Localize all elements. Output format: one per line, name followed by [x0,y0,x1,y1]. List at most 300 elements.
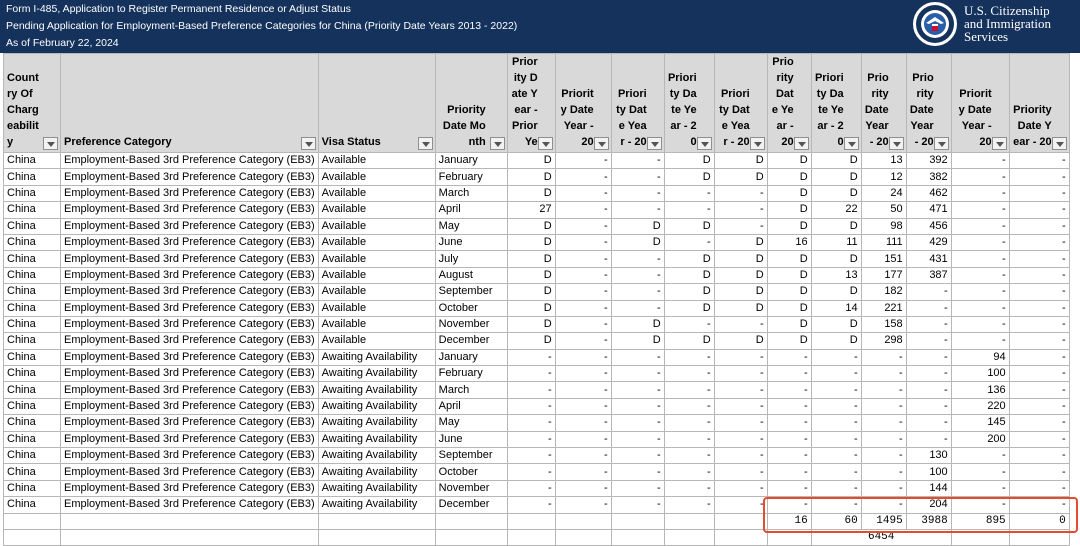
count-cell[interactable]: - [507,464,555,480]
count-cell[interactable]: - [906,382,951,398]
visa-status-cell[interactable]: Awaiting Availability [318,398,435,414]
count-cell[interactable]: D [664,300,714,316]
count-cell[interactable]: 382 [906,169,951,185]
table-cell[interactable] [611,513,664,529]
count-cell[interactable]: D [767,300,811,316]
count-cell[interactable]: - [1009,349,1069,365]
count-cell[interactable]: 16 [767,234,811,250]
preference-cell[interactable]: Employment-Based 3rd Preference Category (EB3) [61,316,319,332]
count-cell[interactable]: - [1009,431,1069,447]
month-cell[interactable]: March [435,382,507,398]
count-cell[interactable]: - [555,448,611,464]
count-cell[interactable]: - [906,431,951,447]
country-cell[interactable]: China [4,497,61,513]
count-cell[interactable]: - [861,464,906,480]
preference-cell[interactable]: Employment-Based 3rd Preference Category (EB3) [61,251,319,267]
count-cell[interactable]: - [861,398,906,414]
count-cell[interactable]: - [951,316,1009,332]
preference-cell[interactable]: Employment-Based 3rd Preference Category (EB3) [61,169,319,185]
count-cell[interactable]: D [507,234,555,250]
filter-dropdown-icon[interactable] [934,137,949,150]
count-cell[interactable]: - [767,366,811,382]
count-cell[interactable]: - [1009,415,1069,431]
country-cell[interactable]: China [4,267,61,283]
visa-status-cell[interactable]: Available [318,251,435,267]
count-cell[interactable]: - [1009,382,1069,398]
filter-dropdown-icon[interactable] [594,137,609,150]
table-cell[interactable] [555,529,611,545]
count-cell[interactable]: D [714,234,767,250]
filter-dropdown-icon[interactable] [490,137,505,150]
month-cell[interactable]: December [435,333,507,349]
month-cell[interactable]: September [435,284,507,300]
count-cell[interactable]: 145 [951,415,1009,431]
table-cell[interactable] [435,513,507,529]
country-cell[interactable]: China [4,333,61,349]
count-cell[interactable]: - [611,497,664,513]
count-cell[interactable]: 204 [906,497,951,513]
count-cell[interactable]: 14 [811,300,861,316]
count-cell[interactable]: - [811,448,861,464]
count-cell[interactable]: - [811,480,861,496]
count-cell[interactable]: - [811,464,861,480]
count-cell[interactable]: - [555,333,611,349]
count-cell[interactable]: D [714,300,767,316]
count-cell[interactable]: D [811,284,861,300]
preference-cell[interactable]: Employment-Based 3rd Preference Category (EB3) [61,398,319,414]
count-cell[interactable]: - [555,284,611,300]
country-cell[interactable]: China [4,234,61,250]
preference-cell[interactable]: Employment-Based 3rd Preference Category (EB3) [61,382,319,398]
count-cell[interactable]: - [906,300,951,316]
count-cell[interactable]: - [1009,218,1069,234]
table-cell[interactable] [61,529,319,545]
month-cell[interactable]: April [435,398,507,414]
count-cell[interactable]: - [611,300,664,316]
count-cell[interactable]: 100 [906,464,951,480]
count-cell[interactable]: - [664,464,714,480]
count-cell[interactable]: - [951,448,1009,464]
visa-status-cell[interactable]: Available [318,218,435,234]
month-cell[interactable]: June [435,234,507,250]
count-cell[interactable]: - [555,415,611,431]
count-cell[interactable]: - [507,480,555,496]
visa-status-cell[interactable]: Awaiting Availability [318,480,435,496]
count-cell[interactable]: - [664,234,714,250]
count-cell[interactable]: D [811,153,861,169]
count-cell[interactable]: - [714,218,767,234]
count-cell[interactable]: - [611,349,664,365]
count-cell[interactable]: - [664,480,714,496]
month-cell[interactable]: December [435,497,507,513]
count-cell[interactable]: D [811,218,861,234]
country-cell[interactable]: China [4,218,61,234]
total-cell[interactable]: 1495 [861,513,906,529]
month-cell[interactable]: January [435,153,507,169]
count-cell[interactable]: - [611,464,664,480]
count-cell[interactable]: 298 [861,333,906,349]
count-cell[interactable]: - [951,218,1009,234]
count-cell[interactable]: D [611,234,664,250]
count-cell[interactable]: D [767,202,811,218]
count-cell[interactable]: - [611,153,664,169]
count-cell[interactable]: D [507,267,555,283]
preference-cell[interactable]: Employment-Based 3rd Preference Category (EB3) [61,366,319,382]
count-cell[interactable]: 130 [906,448,951,464]
count-cell[interactable]: - [767,464,811,480]
table-cell[interactable] [714,529,767,545]
count-cell[interactable]: - [767,431,811,447]
count-cell[interactable]: - [861,497,906,513]
country-cell[interactable]: China [4,169,61,185]
count-cell[interactable]: D [767,333,811,349]
country-cell[interactable]: China [4,202,61,218]
count-cell[interactable]: - [861,349,906,365]
month-cell[interactable]: May [435,218,507,234]
count-cell[interactable]: D [507,153,555,169]
count-cell[interactable]: 182 [861,284,906,300]
count-cell[interactable]: 151 [861,251,906,267]
visa-status-cell[interactable]: Available [318,234,435,250]
count-cell[interactable]: - [664,398,714,414]
count-cell[interactable]: - [1009,202,1069,218]
preference-cell[interactable]: Employment-Based 3rd Preference Category (EB3) [61,415,319,431]
count-cell[interactable]: 387 [906,267,951,283]
count-cell[interactable]: - [951,497,1009,513]
count-cell[interactable]: - [811,497,861,513]
count-cell[interactable]: - [1009,366,1069,382]
count-cell[interactable]: - [611,169,664,185]
count-cell[interactable]: - [714,202,767,218]
count-cell[interactable]: - [714,185,767,201]
count-cell[interactable]: - [507,382,555,398]
count-cell[interactable]: - [811,382,861,398]
count-cell[interactable]: - [951,185,1009,201]
preference-cell[interactable]: Employment-Based 3rd Preference Category (EB3) [61,480,319,496]
visa-status-cell[interactable]: Awaiting Availability [318,349,435,365]
count-cell[interactable]: - [507,497,555,513]
count-cell[interactable]: - [906,333,951,349]
count-cell[interactable]: 392 [906,153,951,169]
count-cell[interactable]: D [664,251,714,267]
table-cell[interactable] [555,513,611,529]
table-cell[interactable] [4,529,61,545]
month-cell[interactable]: April [435,202,507,218]
count-cell[interactable]: - [951,267,1009,283]
filter-dropdown-icon[interactable] [992,137,1007,150]
count-cell[interactable]: D [714,153,767,169]
visa-status-cell[interactable]: Available [318,316,435,332]
count-cell[interactable]: - [664,185,714,201]
table-cell[interactable] [435,529,507,545]
count-cell[interactable]: - [1009,284,1069,300]
filter-dropdown-icon[interactable] [538,137,553,150]
country-cell[interactable]: China [4,153,61,169]
count-cell[interactable]: - [951,153,1009,169]
table-cell[interactable] [507,529,555,545]
count-cell[interactable]: - [767,448,811,464]
table-cell[interactable] [318,529,435,545]
filter-dropdown-icon[interactable] [889,137,904,150]
count-cell[interactable]: D [507,300,555,316]
visa-status-cell[interactable]: Available [318,333,435,349]
count-cell[interactable]: D [767,267,811,283]
visa-status-cell[interactable]: Awaiting Availability [318,448,435,464]
filter-dropdown-icon[interactable] [750,137,765,150]
month-cell[interactable]: February [435,366,507,382]
count-cell[interactable]: - [611,366,664,382]
count-cell[interactable]: D [714,333,767,349]
count-cell[interactable]: - [664,448,714,464]
count-cell[interactable]: - [664,349,714,365]
month-cell[interactable]: May [435,415,507,431]
total-cell[interactable]: 3988 [906,513,951,529]
count-cell[interactable]: D [507,284,555,300]
count-cell[interactable]: D [714,267,767,283]
count-cell[interactable]: - [664,366,714,382]
count-cell[interactable]: - [611,251,664,267]
preference-cell[interactable]: Employment-Based 3rd Preference Category (EB3) [61,448,319,464]
count-cell[interactable]: - [555,382,611,398]
count-cell[interactable]: - [507,448,555,464]
visa-status-cell[interactable]: Available [318,267,435,283]
count-cell[interactable]: - [1009,464,1069,480]
country-cell[interactable]: China [4,398,61,414]
count-cell[interactable]: 22 [811,202,861,218]
count-cell[interactable]: - [861,448,906,464]
count-cell[interactable]: - [951,202,1009,218]
month-cell[interactable]: June [435,431,507,447]
filter-dropdown-icon[interactable] [697,137,712,150]
preference-cell[interactable]: Employment-Based 3rd Preference Category (EB3) [61,349,319,365]
count-cell[interactable]: 158 [861,316,906,332]
count-cell[interactable]: - [555,153,611,169]
count-cell[interactable]: - [1009,316,1069,332]
count-cell[interactable]: D [767,284,811,300]
count-cell[interactable]: - [811,398,861,414]
preference-cell[interactable]: Employment-Based 3rd Preference Category (EB3) [61,497,319,513]
month-cell[interactable]: October [435,464,507,480]
count-cell[interactable]: - [811,366,861,382]
month-cell[interactable]: August [435,267,507,283]
count-cell[interactable]: 100 [951,366,1009,382]
count-cell[interactable]: D [767,153,811,169]
visa-status-cell[interactable]: Available [318,202,435,218]
count-cell[interactable]: 98 [861,218,906,234]
count-cell[interactable]: - [951,464,1009,480]
count-cell[interactable]: 136 [951,382,1009,398]
count-cell[interactable]: - [555,185,611,201]
visa-status-cell[interactable]: Available [318,300,435,316]
filter-dropdown-icon[interactable] [418,137,433,150]
total-cell[interactable]: 60 [811,513,861,529]
country-cell[interactable]: China [4,349,61,365]
count-cell[interactable]: - [714,480,767,496]
count-cell[interactable]: - [906,316,951,332]
count-cell[interactable]: - [611,185,664,201]
country-cell[interactable]: China [4,284,61,300]
filter-dropdown-icon[interactable] [647,137,662,150]
count-cell[interactable]: - [555,480,611,496]
count-cell[interactable]: 144 [906,480,951,496]
count-cell[interactable]: - [507,398,555,414]
preference-cell[interactable]: Employment-Based 3rd Preference Category (EB3) [61,185,319,201]
total-cell[interactable]: 16 [767,513,811,529]
count-cell[interactable]: 471 [906,202,951,218]
count-cell[interactable]: D [767,218,811,234]
country-cell[interactable]: China [4,185,61,201]
count-cell[interactable]: 24 [861,185,906,201]
count-cell[interactable]: 220 [951,398,1009,414]
count-cell[interactable]: - [767,382,811,398]
count-cell[interactable]: D [811,169,861,185]
count-cell[interactable]: D [507,218,555,234]
count-cell[interactable]: 94 [951,349,1009,365]
count-cell[interactable]: - [714,448,767,464]
count-cell[interactable]: 462 [906,185,951,201]
preference-cell[interactable]: Employment-Based 3rd Preference Category (EB3) [61,284,319,300]
filter-dropdown-icon[interactable] [43,137,58,150]
count-cell[interactable]: - [611,448,664,464]
count-cell[interactable]: - [611,431,664,447]
count-cell[interactable]: - [811,431,861,447]
table-cell[interactable] [318,513,435,529]
count-cell[interactable]: D [767,169,811,185]
count-cell[interactable]: - [1009,185,1069,201]
count-cell[interactable]: 429 [906,234,951,250]
count-cell[interactable]: D [664,267,714,283]
count-cell[interactable]: - [906,366,951,382]
count-cell[interactable]: D [811,251,861,267]
count-cell[interactable]: D [714,251,767,267]
count-cell[interactable]: D [664,218,714,234]
total-cell[interactable]: 0 [1009,513,1069,529]
visa-status-cell[interactable]: Available [318,169,435,185]
count-cell[interactable]: - [1009,497,1069,513]
count-cell[interactable]: - [714,349,767,365]
month-cell[interactable]: November [435,480,507,496]
count-cell[interactable]: 111 [861,234,906,250]
table-cell[interactable] [611,529,664,545]
count-cell[interactable]: D [611,316,664,332]
count-cell[interactable]: - [906,415,951,431]
count-cell[interactable]: - [555,398,611,414]
count-cell[interactable]: - [714,366,767,382]
count-cell[interactable]: - [951,251,1009,267]
count-cell[interactable]: D [811,185,861,201]
count-cell[interactable]: D [714,284,767,300]
count-cell[interactable]: - [767,349,811,365]
count-cell[interactable]: - [906,398,951,414]
count-cell[interactable]: 13 [811,267,861,283]
count-cell[interactable]: D [767,316,811,332]
count-cell[interactable]: - [611,382,664,398]
country-cell[interactable]: China [4,448,61,464]
filter-dropdown-icon[interactable] [1052,137,1067,150]
count-cell[interactable]: D [714,169,767,185]
country-cell[interactable]: China [4,464,61,480]
count-cell[interactable]: D [507,169,555,185]
count-cell[interactable]: - [767,480,811,496]
count-cell[interactable]: D [811,333,861,349]
count-cell[interactable]: 177 [861,267,906,283]
count-cell[interactable]: - [811,349,861,365]
preference-cell[interactable]: Employment-Based 3rd Preference Category (EB3) [61,300,319,316]
filter-dropdown-icon[interactable] [301,137,316,150]
filter-dropdown-icon[interactable] [844,137,859,150]
count-cell[interactable]: D [507,185,555,201]
count-cell[interactable]: - [767,497,811,513]
count-cell[interactable]: - [664,316,714,332]
visa-status-cell[interactable]: Available [318,153,435,169]
visa-status-cell[interactable]: Awaiting Availability [318,415,435,431]
count-cell[interactable]: - [951,333,1009,349]
count-cell[interactable]: D [767,251,811,267]
count-cell[interactable]: - [714,382,767,398]
count-cell[interactable]: - [555,202,611,218]
count-cell[interactable]: - [611,267,664,283]
country-cell[interactable]: China [4,366,61,382]
count-cell[interactable]: 456 [906,218,951,234]
country-cell[interactable]: China [4,300,61,316]
month-cell[interactable]: July [435,251,507,267]
count-cell[interactable]: - [714,415,767,431]
count-cell[interactable]: - [811,415,861,431]
count-cell[interactable]: - [1009,153,1069,169]
count-cell[interactable]: - [906,284,951,300]
visa-status-cell[interactable]: Awaiting Availability [318,366,435,382]
count-cell[interactable]: - [555,218,611,234]
count-cell[interactable]: - [951,300,1009,316]
count-cell[interactable]: 11 [811,234,861,250]
table-cell[interactable] [664,513,714,529]
count-cell[interactable]: - [1009,234,1069,250]
count-cell[interactable]: - [555,169,611,185]
count-cell[interactable]: - [1009,480,1069,496]
count-cell[interactable]: D [811,316,861,332]
count-cell[interactable]: - [767,415,811,431]
count-cell[interactable]: 12 [861,169,906,185]
country-cell[interactable]: China [4,431,61,447]
table-cell[interactable] [664,529,714,545]
count-cell[interactable]: - [714,497,767,513]
visa-status-cell[interactable]: Awaiting Availability [318,464,435,480]
count-cell[interactable]: - [951,169,1009,185]
count-cell[interactable]: - [555,251,611,267]
country-cell[interactable]: China [4,251,61,267]
count-cell[interactable]: D [664,333,714,349]
count-cell[interactable]: - [767,398,811,414]
count-cell[interactable]: - [555,497,611,513]
count-cell[interactable]: - [507,431,555,447]
count-cell[interactable]: - [714,431,767,447]
count-cell[interactable]: - [1009,267,1069,283]
table-cell[interactable] [507,513,555,529]
table-cell[interactable] [714,513,767,529]
count-cell[interactable]: D [611,218,664,234]
count-cell[interactable]: - [555,431,611,447]
grand-total-cell[interactable]: 6454 [811,529,951,545]
count-cell[interactable]: - [951,284,1009,300]
visa-status-cell[interactable]: Awaiting Availability [318,497,435,513]
preference-cell[interactable]: Employment-Based 3rd Preference Category (EB3) [61,202,319,218]
count-cell[interactable]: - [714,464,767,480]
count-cell[interactable]: D [507,251,555,267]
count-cell[interactable]: 13 [861,153,906,169]
month-cell[interactable]: November [435,316,507,332]
count-cell[interactable]: D [611,333,664,349]
month-cell[interactable]: January [435,349,507,365]
